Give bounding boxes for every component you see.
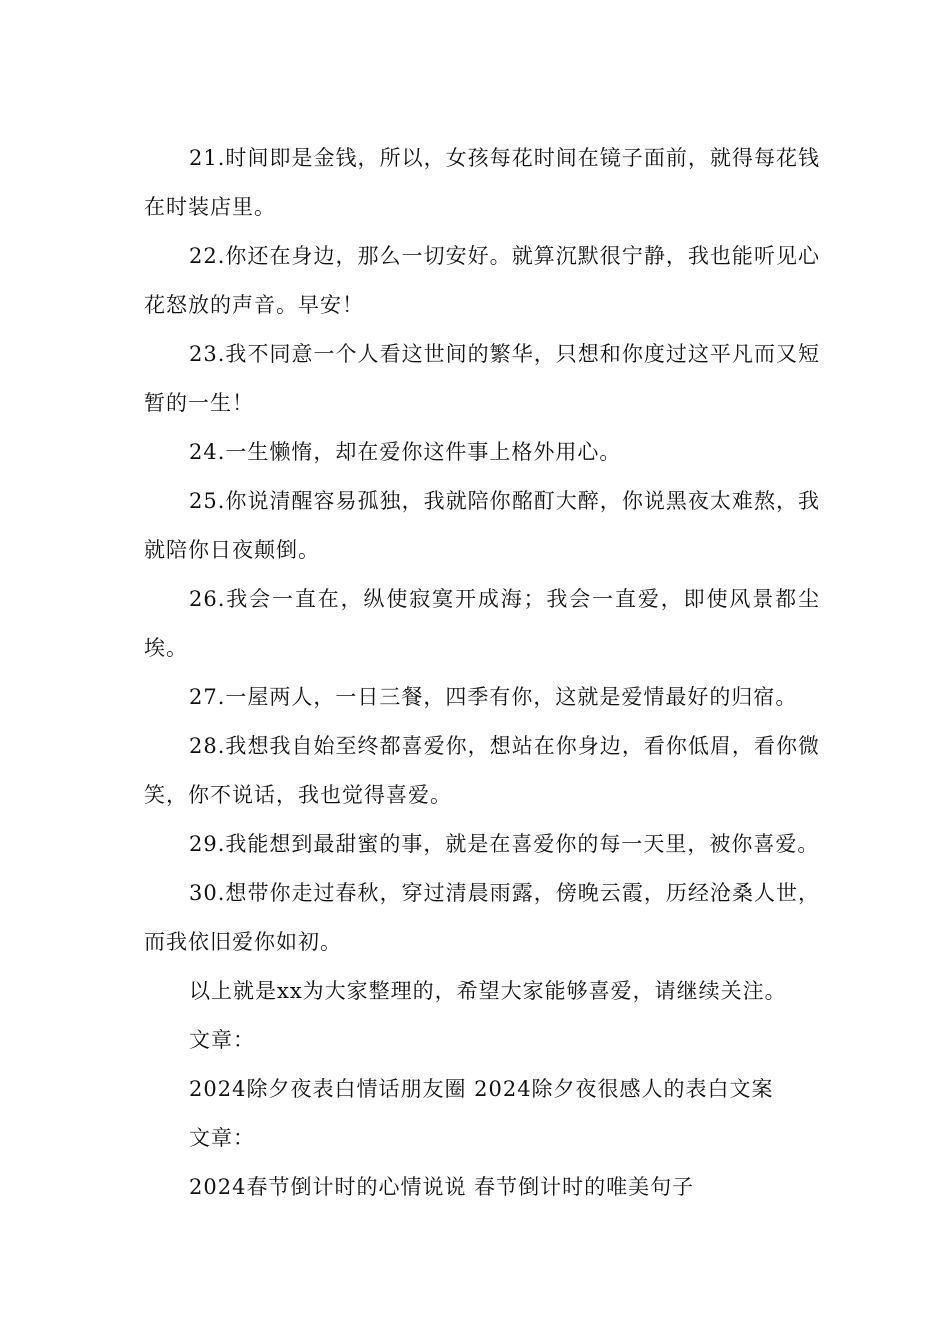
paragraph-25: 25.你说清醒容易孤独，我就陪你酩酊大醉，你说黑夜太难熬，我就陪你日夜颠倒。: [144, 489, 820, 562]
article-label: 文章：: [189, 1126, 255, 1150]
paragraph-21: 21.时间即是金钱，所以，女孩每花时间在镜子面前，就得每花钱在时装店里。: [144, 146, 820, 219]
article-label: 文章：: [189, 1028, 255, 1052]
paragraph-23: 23.我不同意一个人看这世间的繁华，只想和你度过这平凡而又短暂的一生！: [144, 342, 820, 415]
closing-note: 以上就是xx为大家整理的，希望大家能够喜爱，请继续关注。: [189, 979, 787, 1003]
paragraph-26: 26.我会一直在，纵使寂寞开成海；我会一直爱，即使风景都尘埃。: [144, 587, 820, 660]
paragraph-24: 24.一生懒惰，却在爱你这件事上格外用心。: [189, 440, 622, 464]
paragraph-28: 28.我想我自始至终都喜爱你，想站在你身边，看你低眉，看你微笑，你不说话，我也觉得喜爱。: [144, 734, 820, 807]
paragraph-27: 27.一屋两人，一日三餐，四季有你，这就是爱情最好的归宿。: [189, 685, 798, 709]
paragraph-22: 22.你还在身边，那么一切安好。就算沉默很宁静，我也能听见心花怒放的声音。早安！: [144, 244, 820, 317]
related-article-link[interactable]: 2024除夕夜表白情话朋友圈 2024除夕夜很感人的表白文案: [189, 1077, 774, 1101]
related-article-link[interactable]: 2024春节倒计时的心情说说 春节倒计时的唯美句子: [189, 1175, 695, 1199]
document-body: [144, 134, 820, 1212]
paragraph-29: 29.我能想到最甜蜜的事，就是在喜爱你的每一天里，被你喜爱。: [189, 832, 820, 856]
paragraph-30: 30.想带你走过春秋，穿过清晨雨露，傍晚云霞，历经沧桑人世，而我依旧爱你如初。: [144, 881, 820, 954]
